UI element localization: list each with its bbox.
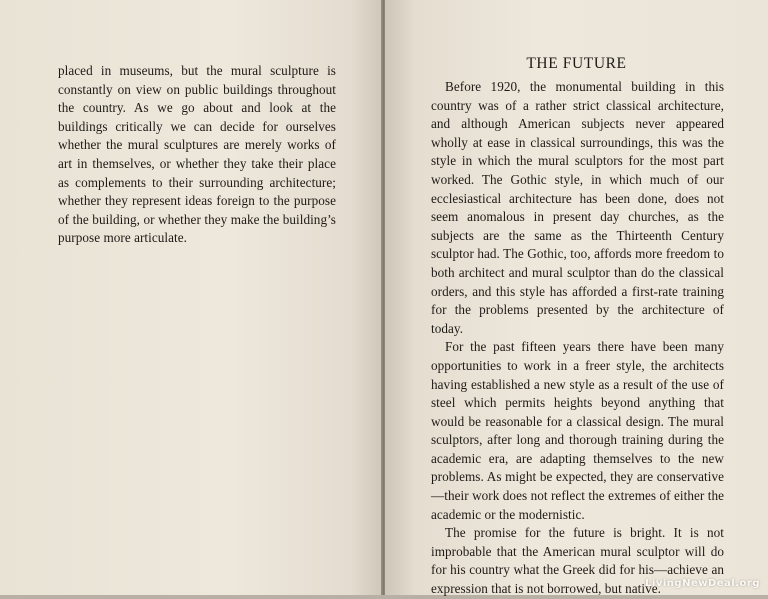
left-page — [0, 0, 383, 595]
left-page-text — [58, 62, 336, 248]
section-heading: THE FUTURE — [526, 55, 627, 72]
left-paragraph: placed in museums, but the mural sculpture is constantly on view on public buildings throughout the country. As we go about and look at the buildings critically we can decide for ourselves whether the mural sculptures are merely works of art in themselves, or whether they take their place as complements to their surrounding architecture; whether they represent ideas foreign to the purpose of the building, or whether they make the building’s purpose more articulate. — [58, 63, 336, 246]
paragraph-3: The promise for the future is bright. It is not improbable that the American mural sculptor will do for his country what the Greek did for his—achieve an expression that is not borrowed, but native. — [431, 525, 724, 597]
right-page-text — [431, 78, 724, 599]
paragraph-2: For the past fifteen years there have been many opportunities to work in a freer style, the architects having established a new style as a result of the use of steel which permits heights beyond anything that would be reasonable for a classical design. The mural sculptors, after long and thorough training during the academic era, are adapting themselves to the new problems. As might be expected, they are conservative—their work does not reflect the extremes of either the academic or the modernistic. — [431, 339, 724, 522]
watermark-logo: LivingNewDeal.org — [645, 578, 760, 589]
right-page — [385, 0, 768, 595]
paragraph-1: Before 1920, the monumental building in this country was of a rather strict classical architecture, and although American subjects never appeared wholly at ease in classical surroundings, this was the style in which the mural sculptors for the most part worked. The Gothic style, in which much of our ecclesiastical architecture has been done, does not seem anomalous in present day churches, as the subjects are the same as the Thirteenth Century sculptor had. The Gothic, too, affords more freedom to both architect and mural sculptor than do the classical orders, and this style has afforded a first-rate training for the problems presented by the architecture of today. — [431, 79, 724, 336]
